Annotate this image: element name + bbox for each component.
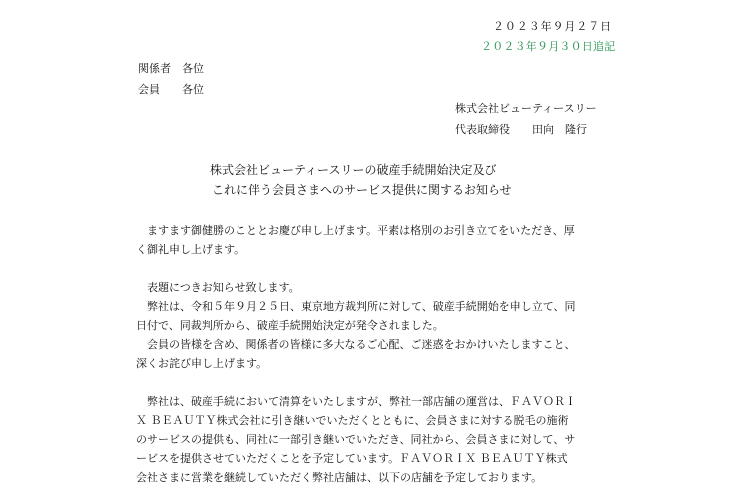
document-date: ２０２３年９月２７日: [493, 20, 612, 33]
document-body: [136, 221, 626, 487]
greeting-paragraph: ますます御健勝のこととお慶び申し上げます。平素は格別のお引き立てをいただき、厚 く御礼申し上げます。: [136, 224, 575, 256]
notice-intro-paragraph: 表題につきお知らせ致します。: [147, 281, 300, 294]
document-title-line-2: これに伴う会員さまへのサービス提供に関するお知らせ: [212, 183, 512, 197]
bankruptcy-paragraph: 弊社は、令和５年９月２５日、東京地方裁判所に対して、破産手続開始を申し立て、同 日付で、同裁判所から、破産手続開始決定が発令されました。: [136, 300, 576, 332]
recipient-line-2: 会員 各位: [138, 83, 204, 96]
sender-company: 株式会社ビューティースリー: [455, 102, 597, 115]
paragraph-gap: [136, 259, 626, 278]
sender-representative: 代表取締役 田向 隆行: [455, 123, 587, 136]
document-title-line-1: 株式会社ビューティースリーの破産手続開始決定及び: [210, 163, 497, 177]
service-transfer-paragraph: 弊社は、破産手続において清算をいたしますが、弊社一部店舗の運営は、ＦＡＶＯＲＩ Ｘ ＢＥＡＵＴＹ株式会社に引き継いでいただくとともに、会員さまに対する脱毛の施術 のサービスの提供も、同社に一部引き継いでいただき、同社から、会員さまに対して、サ ービスを提供させていただくことを予定しています。ＦＡＶＯＲＩＸ ＢＥＡＵＴＹ株式 会社さまに営業を継続していただく弊社店舗は、以下の店舗を予定しております。: [136, 395, 576, 484]
recipient-line-1: 関係者 各位: [138, 62, 204, 75]
document-added-date: ２０２３年９月３０日追記: [481, 40, 616, 53]
apology-paragraph: 会員の皆様を含め、関係者の皆様に多大なるご心配、ご迷惑をおかけいたしますこと、 深くお詫び申し上げます。: [136, 338, 576, 370]
paragraph-gap: [136, 373, 626, 392]
